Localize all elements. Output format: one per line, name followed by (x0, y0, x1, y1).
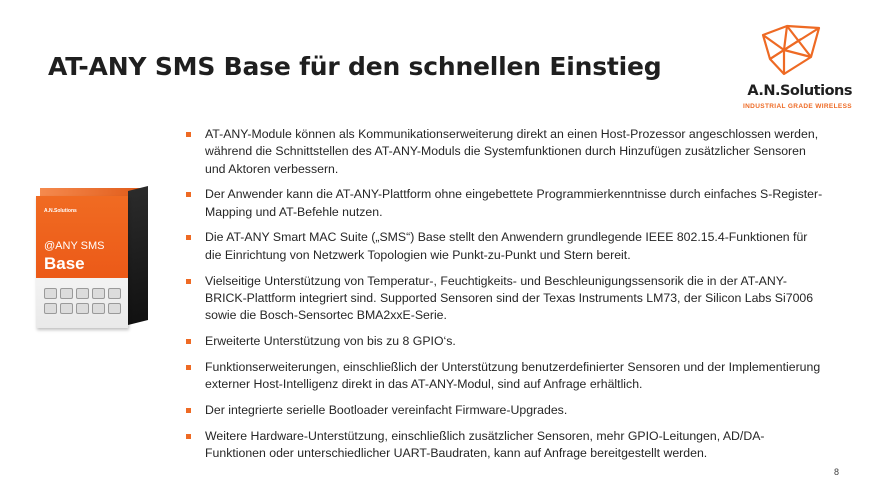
product-box-image (36, 188, 162, 338)
logo-wordmark: A.N.Solutions (747, 83, 852, 99)
bullet-square-icon (186, 365, 191, 370)
bullet-text: Der Anwender kann die AT-ANY-Plattform ohne eingebettete Programmierkenntnisse durch einfaches S-Register-Mapping und AT-Befehle nutzen. (205, 187, 823, 219)
logo-tagline: INDUSTRIAL GRADE WIRELESS (742, 103, 852, 110)
box-product-name: Base (44, 254, 85, 273)
bullet-square-icon (186, 339, 191, 344)
list-item (185, 359, 825, 394)
feature-icon (44, 288, 57, 299)
list-item (185, 229, 825, 264)
bullet-text: Erweiterte Unterstützung von bis zu 8 GPIO‘s. (205, 333, 456, 348)
bullet-text: Funktionserweiterungen, einschließlich der Unterstützung benutzerdefinierter Sensoren und der Implementierung externer Host-Intelligenz direkt in das AT-ANY-Modul, sind auf Anfrage erhältlich. (205, 359, 821, 392)
feature-icon (60, 303, 73, 314)
bullet-square-icon (186, 132, 191, 137)
bullet-text: Der integrierte serielle Bootloader vereinfacht Firmware-Upgrades. (205, 402, 568, 417)
bullet-square-icon (186, 279, 191, 284)
feature-bullet-list (185, 126, 825, 471)
list-item (185, 186, 825, 221)
box-feature-icons (44, 288, 122, 314)
box-side-face (128, 186, 148, 325)
list-item (185, 333, 825, 350)
feature-icon (60, 288, 73, 299)
list-item (185, 428, 825, 463)
slide-title: AT-ANY SMS Base für den schnellen Einstieg (48, 52, 662, 81)
list-item (185, 402, 825, 419)
list-item (185, 126, 825, 178)
box-brand-label: A.N.Solutions (44, 208, 77, 214)
bullet-text: Vielseitige Unterstützung von Temperatur-, Feuchtigkeits- und Beschleunigungssensorik die in der AT-ANY-BRICK-Plattform integriert sind. Supported Sensoren sind der Texas Instruments LM73, der Silicon Labs Si7006 sowie die Bosch-Sensortec BMA2xxE-Serie. (205, 273, 814, 323)
company-logo (730, 24, 854, 114)
bullet-square-icon (186, 434, 191, 439)
feature-icon (76, 288, 89, 299)
feature-icon (92, 288, 105, 299)
bullet-square-icon (186, 235, 191, 240)
bullet-text: AT-ANY-Module können als Kommunikationserweiterung direkt an einen Host-Prozessor angeschlossen werden, während die Schnittstellen des AT-ANY-Moduls die Systemfunktionen durch Hinzufügen zusätzlicher Sensoren und Aktoren verbessern. (205, 127, 819, 176)
bullet-square-icon (186, 408, 191, 413)
feature-icon (108, 288, 121, 299)
bullet-square-icon (186, 192, 191, 197)
box-product-line: @ANY SMS (44, 240, 105, 252)
mesh-logo-icon (760, 24, 822, 76)
list-item (185, 273, 825, 325)
box-front-face (36, 196, 128, 328)
feature-icon (76, 303, 89, 314)
page-number: 8 (834, 467, 840, 477)
feature-icon (108, 303, 121, 314)
bullet-text: Die AT-ANY Smart MAC Suite („SMS“) Base stellt den Anwendern grundlegende IEEE 802.15.4-Funktionen für die Einrichtung von Netzwerk Topologien wie Punkt-zu-Punkt und Stern bereit. (205, 230, 808, 262)
feature-icon (92, 303, 105, 314)
bullet-text: Weitere Hardware-Unterstützung, einschließlich zusätzlicher Sensoren, mehr GPIO-Leitungen, AD/DA-Funktionen oder unterschiedlicher UART-Baudraten, kann auf Anfrage bereitgestellt werden. (205, 428, 765, 460)
feature-icon (44, 303, 57, 314)
